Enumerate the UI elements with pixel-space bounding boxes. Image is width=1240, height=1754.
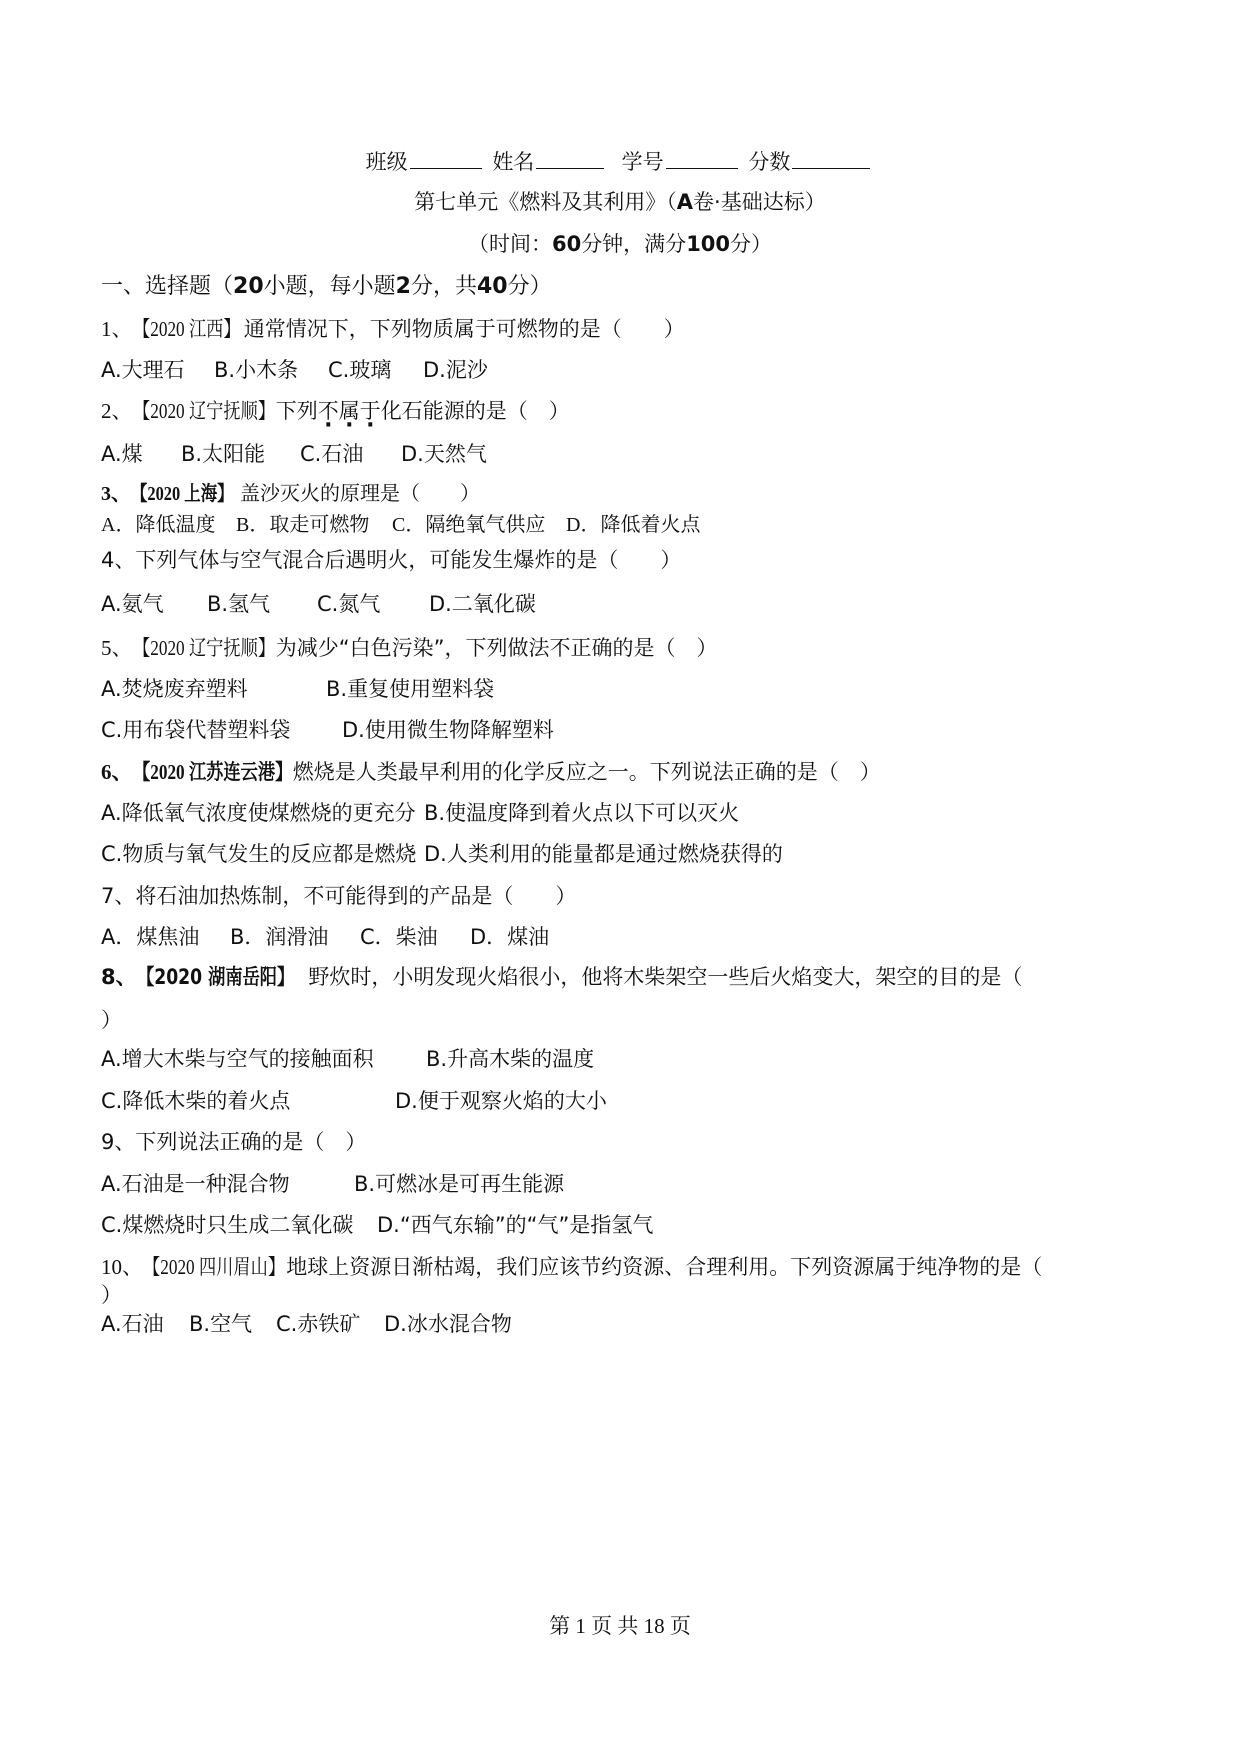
emphasis-dot-char: 不	[317, 399, 339, 423]
section-each: 2	[395, 274, 411, 299]
question-stem: 盖沙灭火的原理是（ ）	[240, 483, 480, 505]
q7-option-d[interactable]: D．煤油	[470, 925, 550, 949]
q8-option-c[interactable]: C.降低木柴的着火点	[101, 1089, 291, 1113]
emphasis-dot-char: 属	[338, 399, 360, 423]
q6-option-a[interactable]: A.降低氧气浓度使煤燃烧的更充分	[101, 801, 416, 825]
q5-option-c[interactable]: C.用布袋代替塑料袋	[101, 718, 291, 742]
score-input-blank[interactable]	[792, 146, 870, 169]
q9-option-a[interactable]: A.石油是一种混合物	[101, 1172, 290, 1196]
q9-option-d[interactable]: D.“西气东输”的“气”是指氢气	[377, 1213, 654, 1237]
question-10	[101, 1253, 1042, 1281]
question-8-stem-continued: ）	[101, 1008, 122, 1032]
question-3	[101, 480, 480, 508]
q3-option-d[interactable]: D．降低着火点	[566, 514, 701, 536]
question-stem: 野炊时，小明发现火焰很小，他将木柴架空一些后火焰变大，架空的目的是（	[308, 965, 1023, 989]
question-source: 【2020 江西】	[132, 317, 241, 341]
time-mid: 分钟，满分	[581, 232, 687, 256]
question-number: 3、	[101, 483, 131, 505]
question-source: 【2020 辽宁抚顺】	[132, 636, 275, 660]
question-4	[101, 546, 681, 574]
q7-option-c[interactable]: C．柴油	[360, 925, 438, 949]
q8-option-a[interactable]: A.增大木柴与空气的接触面积	[101, 1047, 374, 1071]
question-8	[101, 963, 1022, 991]
q10-option-a[interactable]: A.石油	[101, 1312, 164, 1336]
question-2	[101, 397, 570, 425]
question-stem: 下列说法正确的是（ ）	[135, 1130, 367, 1154]
total-score: 100	[686, 232, 731, 256]
question-6	[101, 758, 881, 786]
page-number-footer: 第 1 页 共 18 页	[549, 1614, 691, 1638]
emphasis-dot-char: 于	[359, 399, 381, 423]
title-volume-letter: A	[676, 190, 694, 214]
section-mid1: 小题，每小题	[263, 274, 396, 299]
q5-option-d[interactable]: D.使用微生物降解塑料	[342, 718, 554, 742]
question-stem: 通常情况下，下列物质属于可燃物的是（ ）	[243, 317, 685, 341]
q2-option-a[interactable]: A.煤	[101, 442, 143, 466]
question-source: 【2020 辽宁抚顺】	[132, 399, 275, 423]
question-stem: 地球上资源日渐枯竭，我们应该节约资源、合理利用。下列资源属于纯净物的是（	[286, 1255, 1043, 1279]
time-prefix: （时间：	[467, 232, 552, 256]
q3-option-a[interactable]: A．降低温度	[101, 514, 216, 536]
student-id-input-blank[interactable]	[666, 146, 738, 169]
section-count: 20	[233, 274, 264, 299]
q4-option-a[interactable]: A.氨气	[101, 592, 164, 616]
section-heading	[101, 273, 552, 301]
question-source: 【2020 四川眉山】	[143, 1255, 286, 1279]
page-title	[0, 188, 1240, 216]
question-7	[101, 882, 576, 910]
question-stem: 下列气体与空气混合后遇明火，可能发生爆炸的是（ ）	[135, 548, 682, 572]
q3-option-c[interactable]: C．隔绝氧气供应	[392, 514, 546, 536]
question-number: 10、	[101, 1255, 143, 1279]
question-number: 1、	[101, 317, 133, 341]
question-stem: 燃烧是人类最早利用的化学反应之一。下列说法正确的是（ ）	[292, 760, 881, 784]
q8-option-b[interactable]: B.升高木柴的温度	[426, 1047, 595, 1071]
question-10-stem-continued: ）	[101, 1283, 122, 1307]
q8-option-d[interactable]: D.便于观察火焰的大小	[395, 1089, 607, 1113]
question-source: 【2020 江苏连云港】	[132, 760, 292, 784]
class-label: 班级	[365, 150, 408, 174]
q10-option-c[interactable]: C.赤铁矿	[276, 1312, 361, 1336]
q1-option-c[interactable]: C.玻璃	[328, 358, 392, 382]
name-input-blank[interactable]	[536, 146, 604, 169]
question-number: 7、	[101, 884, 136, 908]
q10-option-d[interactable]: D.冰水混合物	[384, 1312, 512, 1336]
question-1	[101, 315, 685, 343]
q4-option-b[interactable]: B.氢气	[207, 592, 271, 616]
question-number: 6、	[101, 760, 133, 784]
title-suffix: 卷·基础达标）	[693, 190, 826, 214]
q1-option-a[interactable]: A.大理石	[101, 358, 185, 382]
question-number: 8、	[101, 965, 137, 989]
exam-time-info	[0, 230, 1240, 258]
q4-option-c[interactable]: C.氮气	[317, 592, 381, 616]
q2-option-d[interactable]: D.天然气	[401, 442, 487, 466]
question-number: 4、	[101, 548, 136, 572]
question-stem: 将石油加热炼制，不可能得到的产品是（ ）	[135, 884, 577, 908]
question-source: 【2020 湖南岳阳】	[136, 965, 294, 989]
q6-option-b[interactable]: B.使温度降到着火点以下可以灭火	[424, 801, 740, 825]
class-input-blank[interactable]	[410, 146, 482, 169]
section-suffix: 分）	[507, 274, 552, 299]
score-label: 分数	[748, 150, 791, 174]
q7-option-a[interactable]: A．煤焦油	[101, 925, 200, 949]
question-number: 5、	[101, 636, 133, 660]
title-prefix: 第七单元《燃料及其利用》（	[414, 190, 677, 214]
question-number: 2、	[101, 399, 133, 423]
time-minutes: 60	[551, 232, 582, 256]
student-id-label: 学号	[621, 150, 664, 174]
section-prefix: 一、选择题（	[101, 274, 234, 299]
time-suffix: 分）	[730, 232, 773, 256]
question-9	[101, 1128, 366, 1156]
q10-option-b[interactable]: B.空气	[189, 1312, 253, 1336]
section-mid2: 分，共	[410, 274, 477, 299]
q1-option-b[interactable]: B.小木条	[214, 358, 299, 382]
question-stem: 下列不属于化石能源的是（ ）	[275, 399, 570, 423]
q2-option-c[interactable]: C.石油	[300, 442, 364, 466]
q5-option-a[interactable]: A.焚烧废弃塑料	[101, 677, 248, 701]
q9-option-b[interactable]: B.可燃冰是可再生能源	[354, 1172, 565, 1196]
question-stem: 为减少“白色污染”，下列做法不正确的是（ ）	[275, 636, 718, 660]
q5-option-b[interactable]: B.重复使用塑料袋	[326, 677, 495, 701]
q4-option-d[interactable]: D.二氧化碳	[429, 592, 536, 616]
q2-option-b[interactable]: B.太阳能	[181, 442, 266, 466]
q9-option-c[interactable]: C.煤燃烧时只生成二氧化碳	[101, 1213, 354, 1237]
section-total: 40	[476, 274, 508, 299]
name-label: 姓名	[492, 150, 535, 174]
question-source: 【2020 上海】	[131, 483, 234, 505]
question-5	[101, 634, 718, 662]
q6-option-d[interactable]: D.人类利用的能量都是通过燃烧获得的	[424, 842, 783, 866]
q3-option-b[interactable]: B．取走可燃物	[236, 514, 370, 536]
student-info-fields	[0, 146, 1240, 176]
q6-option-c[interactable]: C.物质与氧气发生的反应都是燃烧	[101, 842, 417, 866]
question-number: 9、	[101, 1130, 136, 1154]
q1-option-d[interactable]: D.泥沙	[423, 358, 488, 382]
q7-option-b[interactable]: B．润滑油	[230, 925, 329, 949]
